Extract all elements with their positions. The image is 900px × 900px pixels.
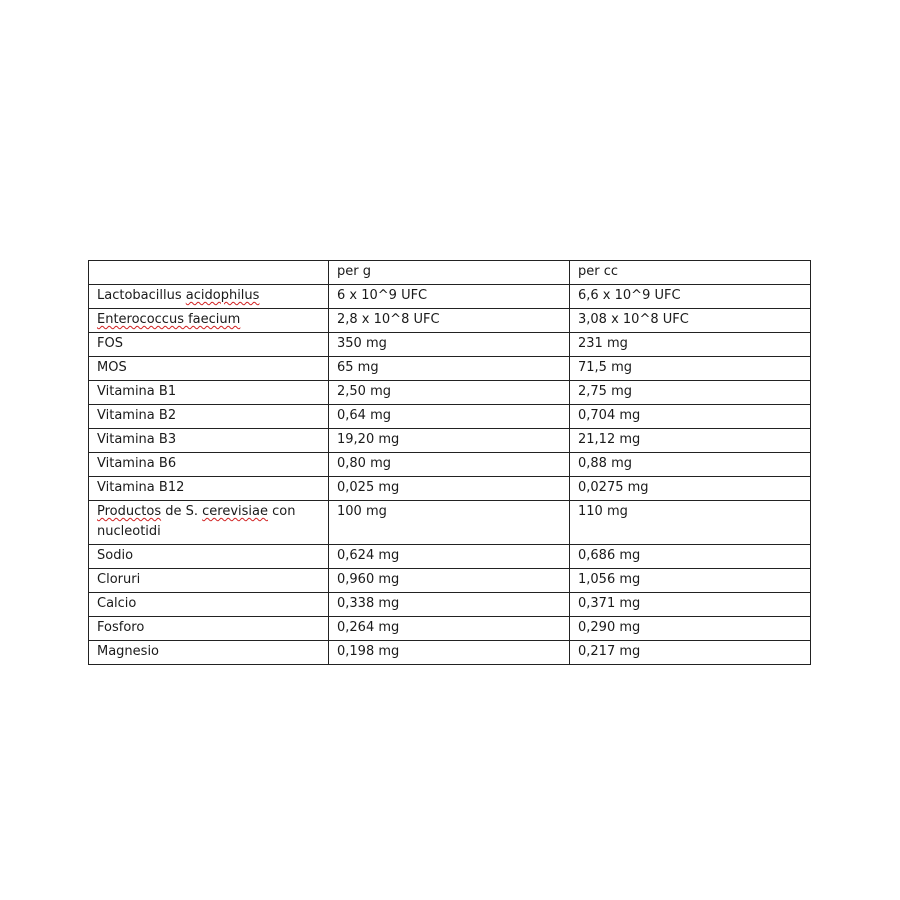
table-row [89, 357, 811, 381]
ingredient-cell [89, 285, 329, 309]
ingredient-cell: Sodio [89, 545, 329, 569]
per-g-cell: 2,8 x 10^8 UFC [329, 309, 570, 333]
ingredient-name-part: Lactobacillus [97, 288, 186, 303]
ingredient-cell: FOS [89, 333, 329, 357]
header-cell-empty [89, 261, 329, 285]
ingredient-name-part: con nucleotidi [97, 504, 296, 539]
table-row [89, 569, 811, 593]
table-row [89, 429, 811, 453]
nutrition-table [88, 260, 811, 665]
ingredient-cell: Calcio [89, 593, 329, 617]
table-row [89, 309, 811, 333]
table-row [89, 381, 811, 405]
per-g-cell: 0,64 mg [329, 405, 570, 429]
per-g-cell: 100 mg [329, 501, 570, 545]
per-cc-cell: 0,290 mg [570, 617, 811, 641]
ingredient-cell: Cloruri [89, 569, 329, 593]
ingredient-name-flagged: acidophilus [185, 288, 260, 303]
per-cc-cell: 0,371 mg [570, 593, 811, 617]
per-cc-cell: 0,217 mg [570, 641, 811, 665]
per-cc-cell: 1,056 mg [570, 569, 811, 593]
table-row [89, 641, 811, 665]
table-row [89, 405, 811, 429]
ingredient-cell: MOS [89, 357, 329, 381]
per-g-cell: 350 mg [329, 333, 570, 357]
per-cc-cell: 231 mg [570, 333, 811, 357]
per-cc-cell: 6,6 x 10^9 UFC [570, 285, 811, 309]
per-g-cell: 0,198 mg [329, 641, 570, 665]
table-row [89, 501, 811, 545]
per-g-cell: 0,624 mg [329, 545, 570, 569]
ingredient-cell: Vitamina B1 [89, 381, 329, 405]
per-g-cell: 0,025 mg [329, 477, 570, 501]
per-g-cell: 2,50 mg [329, 381, 570, 405]
per-g-cell: 0,264 mg [329, 617, 570, 641]
table-row [89, 333, 811, 357]
per-cc-cell: 0,686 mg [570, 545, 811, 569]
per-cc-cell: 2,75 mg [570, 381, 811, 405]
ingredient-cell: Vitamina B12 [89, 477, 329, 501]
header-cell-per-g: per g [329, 261, 570, 285]
per-cc-cell: 71,5 mg [570, 357, 811, 381]
per-g-cell: 6 x 10^9 UFC [329, 285, 570, 309]
ingredient-cell [89, 501, 329, 545]
table-row [89, 285, 811, 309]
ingredient-name-part: de S. [161, 504, 203, 519]
per-g-cell: 0,80 mg [329, 453, 570, 477]
table-row [89, 545, 811, 569]
ingredient-name-flagged: cerevisiae [202, 504, 268, 519]
per-cc-cell: 3,08 x 10^8 UFC [570, 309, 811, 333]
ingredient-cell [89, 309, 329, 333]
per-cc-cell: 0,88 mg [570, 453, 811, 477]
per-g-cell: 19,20 mg [329, 429, 570, 453]
table-row [89, 477, 811, 501]
per-cc-cell: 110 mg [570, 501, 811, 545]
ingredient-cell: Vitamina B3 [89, 429, 329, 453]
table-row [89, 593, 811, 617]
ingredient-cell: Fosforo [89, 617, 329, 641]
per-g-cell: 0,960 mg [329, 569, 570, 593]
table-header-row [89, 261, 811, 285]
per-cc-cell: 0,0275 mg [570, 477, 811, 501]
per-g-cell: 65 mg [329, 357, 570, 381]
ingredient-cell: Magnesio [89, 641, 329, 665]
ingredient-name-flagged: Enterococcus faecium [97, 312, 241, 327]
header-cell-per-cc: per cc [570, 261, 811, 285]
ingredient-name-flagged: Productos [97, 504, 162, 519]
table-row [89, 453, 811, 477]
per-cc-cell: 0,704 mg [570, 405, 811, 429]
ingredient-cell: Vitamina B2 [89, 405, 329, 429]
per-g-cell: 0,338 mg [329, 593, 570, 617]
ingredient-cell: Vitamina B6 [89, 453, 329, 477]
per-cc-cell: 21,12 mg [570, 429, 811, 453]
table-row [89, 617, 811, 641]
